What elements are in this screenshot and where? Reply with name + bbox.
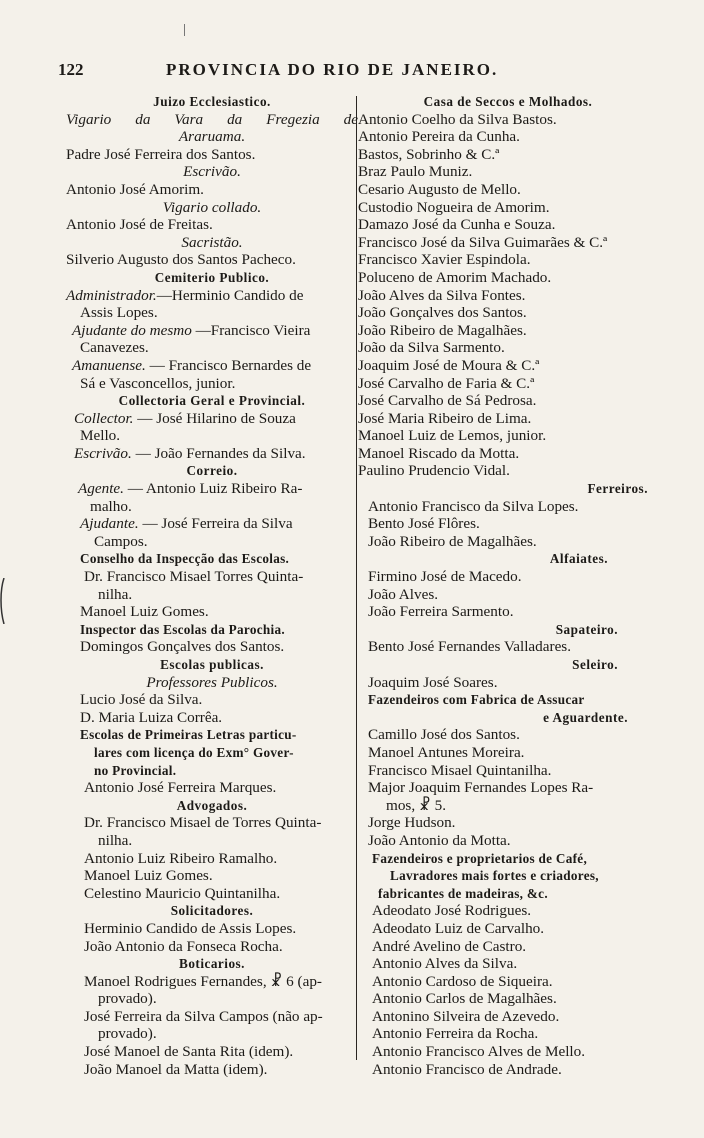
text-line: Bento José Fernandes Valladares. <box>368 638 572 656</box>
list-item: Damazo José da Cunha e Souza. <box>358 216 556 234</box>
text-line: — José Ferreira da Silva <box>138 515 293 533</box>
text-line: Manoel Luiz Gomes. <box>80 603 209 621</box>
section-heading: Fazendeiros e proprietarios de Café, <box>372 850 588 866</box>
list-item: João Alves. <box>368 585 439 603</box>
text-line: Lucio José da Silva. <box>80 691 203 709</box>
alfaiates-list <box>358 568 658 621</box>
list-item: Adeodato Luiz de Carvalho. <box>372 919 545 937</box>
list-item: Francisco José da Silva Guimarães & C.ª <box>358 233 608 251</box>
list-item: Francisco Xavier Espindola. <box>358 251 531 269</box>
role-label: Ajudante. <box>80 515 139 533</box>
list-item: Bastos, Sobrinho & C.ª <box>358 145 500 163</box>
list-item: Camillo José dos Santos. <box>368 726 520 744</box>
role-label: Amanuense. <box>72 356 146 374</box>
list-item: Antonio Alves da Silva. <box>372 955 518 973</box>
list-item: Antonio Pereira da Cunha. <box>358 128 520 146</box>
list-item: João Ferreira Sarmento. <box>368 603 514 621</box>
text-line: Dr. Francisco Misael Torres Quinta- <box>84 568 304 586</box>
entry-line <box>66 322 358 340</box>
list-item: Antonino Silveira de Azevedo. <box>372 1007 560 1025</box>
section-heading: Fazendeiros com Fabrica de Assucar <box>368 692 585 708</box>
section-heading: Solicitadores. <box>170 903 254 919</box>
text-line: Padre José Ferreira dos Santos. <box>66 145 256 163</box>
role-label: Ajudante do mesmo <box>72 321 192 339</box>
list-item: Antonio Francisco Alves de Mello. <box>372 1043 586 1061</box>
text-line: —Herminio Candido de <box>156 286 304 304</box>
text-line: — José Hilarino de Souza <box>133 409 296 427</box>
list-item: Antonio Ferreira da Rocha. <box>372 1025 539 1043</box>
section-heading: Juizo Ecclesiastico. <box>153 94 271 109</box>
list-item: João Gonçalves dos Santos. <box>358 304 527 322</box>
list-item: André Avelino de Castro. <box>372 937 527 955</box>
section-heading: Casa de Seccos e Molhados. <box>423 94 593 109</box>
section-heading: Escolas de Primeiras Letras particu- <box>80 727 297 743</box>
text-line: Assis Lopes. <box>80 304 158 322</box>
list-item: José Carvalho de Faria & C.ª <box>358 374 535 392</box>
text-line: nilha. <box>98 585 133 603</box>
left-column <box>66 93 358 1078</box>
binding-mark <box>0 578 6 624</box>
ferreiros-list <box>358 498 658 551</box>
entry-line <box>66 287 358 305</box>
list-item: Francisco Misael Quintanilha. <box>368 761 552 779</box>
page-header <box>58 60 658 84</box>
section-heading: Lavradores mais fortes e criadores, <box>390 868 599 884</box>
text-line: Sá e Vasconcellos, junior. <box>80 374 236 392</box>
entry-line <box>66 410 358 428</box>
list-item: João Ribeiro de Magalhães. <box>358 321 527 339</box>
text-line: Antonio José Ferreira Marques. <box>84 779 277 797</box>
text-line: — Francisco Bernardes de <box>145 356 312 374</box>
text-line: provado). <box>98 1025 157 1043</box>
list-item: Adeodato José Rodrigues. <box>372 902 532 920</box>
fazendeiros2-list <box>358 814 658 849</box>
list-item: Manoel Luiz de Lemos, junior. <box>358 427 547 445</box>
role-label: Agente. <box>78 480 124 498</box>
section-heading: Correio. <box>186 463 238 479</box>
text-line: Antonio Luiz Ribeiro Ramalho. <box>84 849 278 867</box>
text-line: José Manoel de Santa Rita (idem). <box>84 1043 294 1061</box>
text-line: Manoel Rodrigues Fernandes, ☧ 6 (ap- <box>84 972 322 990</box>
role-label: Escrivão. <box>74 444 132 462</box>
text-line: Campos. <box>94 532 148 550</box>
section-heading: no Provincial. <box>94 762 177 778</box>
section-heading: Seleiro. <box>572 657 618 672</box>
text-line: João Manoel da Matta (idem). <box>84 1060 268 1078</box>
list-item: Paulino Prudencio Vidal. <box>358 462 510 480</box>
right-column <box>358 93 658 1078</box>
text-line: Herminio Candido de Assis Lopes. <box>84 919 297 937</box>
text-line: Silverio Augusto dos Santos Pacheco. <box>66 251 296 269</box>
section-heading: Alfaiates. <box>549 551 608 567</box>
subheading: Vigario collado. <box>162 198 262 216</box>
page-blemish <box>184 24 185 36</box>
list-item: Custodio Nogueira de Amorim. <box>358 198 550 216</box>
text-line: nilha. <box>98 831 133 849</box>
running-title: PROVINCIA DO RIO DE JANEIRO. <box>166 60 499 79</box>
list-item: Antonio Francisco da Silva Lopes. <box>368 497 579 515</box>
section-heading: Conselho da Inspecção das Escolas. <box>80 551 290 567</box>
entry-line <box>66 445 358 463</box>
text-line: —Francisco Vieira <box>191 321 311 339</box>
list-item: João Ribeiro de Magalhães. <box>368 532 537 550</box>
section-heading: Boticarios. <box>179 956 245 972</box>
list-item: José Maria Ribeiro de Lima. <box>358 409 532 427</box>
text-line: Antonio José de Freitas. <box>66 216 213 234</box>
fazendeiros-list <box>358 726 658 779</box>
entry-line <box>66 515 358 533</box>
list-item: Poluceno de Amorim Machado. <box>358 268 552 286</box>
list-item: João Antonio da Motta. <box>368 831 511 849</box>
list-item: Joaquim José de Moura & C.ª <box>358 356 540 374</box>
list-item: Antonio Francisco de Andrade. <box>372 1060 562 1078</box>
list-item: Antonio Coelho da Silva Bastos. <box>358 110 557 128</box>
section-heading: Sapateiro. <box>555 621 618 637</box>
text-line: Araruama. <box>178 128 246 146</box>
cafe-list <box>358 902 658 1078</box>
text-line: Vigario da Vara da Fregezia de <box>66 110 358 128</box>
page-number: 122 <box>58 60 84 79</box>
text-line: — Antonio Luiz Ribeiro Ra- <box>123 480 303 498</box>
section-heading: Cemiterio Publico. <box>154 269 270 285</box>
text-line: Canavezes. <box>80 339 149 357</box>
list-item: Manoel Antunes Moreira. <box>368 743 525 761</box>
section-heading: Inspector das Escolas da Parochia. <box>80 621 285 637</box>
list-item: Bento José Flôres. <box>368 515 480 533</box>
text-line: Mello. <box>80 427 121 445</box>
list-item: Cesario Augusto de Mello. <box>358 180 521 198</box>
role-label: Collector. <box>74 409 134 427</box>
text-line: Domingos Gonçalves dos Santos. <box>80 638 285 656</box>
text-line: D. Maria Luiza Corrêa. <box>80 708 223 726</box>
text-line: Manoel Luiz Gomes. <box>84 867 213 885</box>
list-item: Jorge Hudson. <box>368 814 456 832</box>
subheading: Professores Publicos. <box>146 673 278 691</box>
text-line: João Antonio da Fonseca Rocha. <box>84 937 283 955</box>
section-heading: lares com licença do Exm° Gover- <box>94 744 294 760</box>
list-item: Braz Paulo Muniz. <box>358 163 473 181</box>
section-heading: Ferreiros. <box>587 481 648 497</box>
entry-line <box>66 357 358 375</box>
role-label: Administrador. <box>66 286 157 304</box>
section-heading: fabricantes de madeiras, &c. <box>378 885 548 901</box>
section-heading: Collectoria Geral e Provincial. <box>118 393 306 409</box>
text-line: malho. <box>90 497 132 515</box>
subheading: Escrivão. <box>183 163 241 181</box>
subheading: Sacristão. <box>181 233 243 251</box>
section-heading: Advogados. <box>176 797 248 813</box>
text-line: Joaquim José Soares. <box>368 673 498 691</box>
list-item: João Alves da Silva Fontes. <box>358 286 526 304</box>
section-heading: e Aguardente. <box>543 709 628 725</box>
list-item: Antonio Carlos de Magalhães. <box>372 990 557 1008</box>
seccos-list <box>358 111 658 480</box>
entry-line <box>66 480 358 498</box>
text-line: Major Joaquim Fernandes Lopes Ra- <box>368 779 594 797</box>
text-line: Antonio José Amorim. <box>66 180 204 198</box>
list-item: Antonio Cardoso de Siqueira. <box>372 972 553 990</box>
list-item: José Carvalho de Sá Pedrosa. <box>358 392 537 410</box>
text-line: — João Fernandes da Silva. <box>131 444 306 462</box>
text-line: provado). <box>98 990 157 1008</box>
list-item: Manoel Riscado da Motta. <box>358 444 520 462</box>
text-line: Dr. Francisco Misael de Torres Quinta- <box>84 814 322 832</box>
text-line: José Ferreira da Silva Campos (não ap- <box>84 1007 323 1025</box>
list-item: Firmino José de Macedo. <box>368 568 522 586</box>
list-item: João da Silva Sarmento. <box>358 339 505 357</box>
section-heading: Escolas publicas. <box>160 657 264 672</box>
text-line: mos, ☧ 5. <box>386 796 447 814</box>
text-line: Celestino Mauricio Quintanilha. <box>84 884 281 902</box>
